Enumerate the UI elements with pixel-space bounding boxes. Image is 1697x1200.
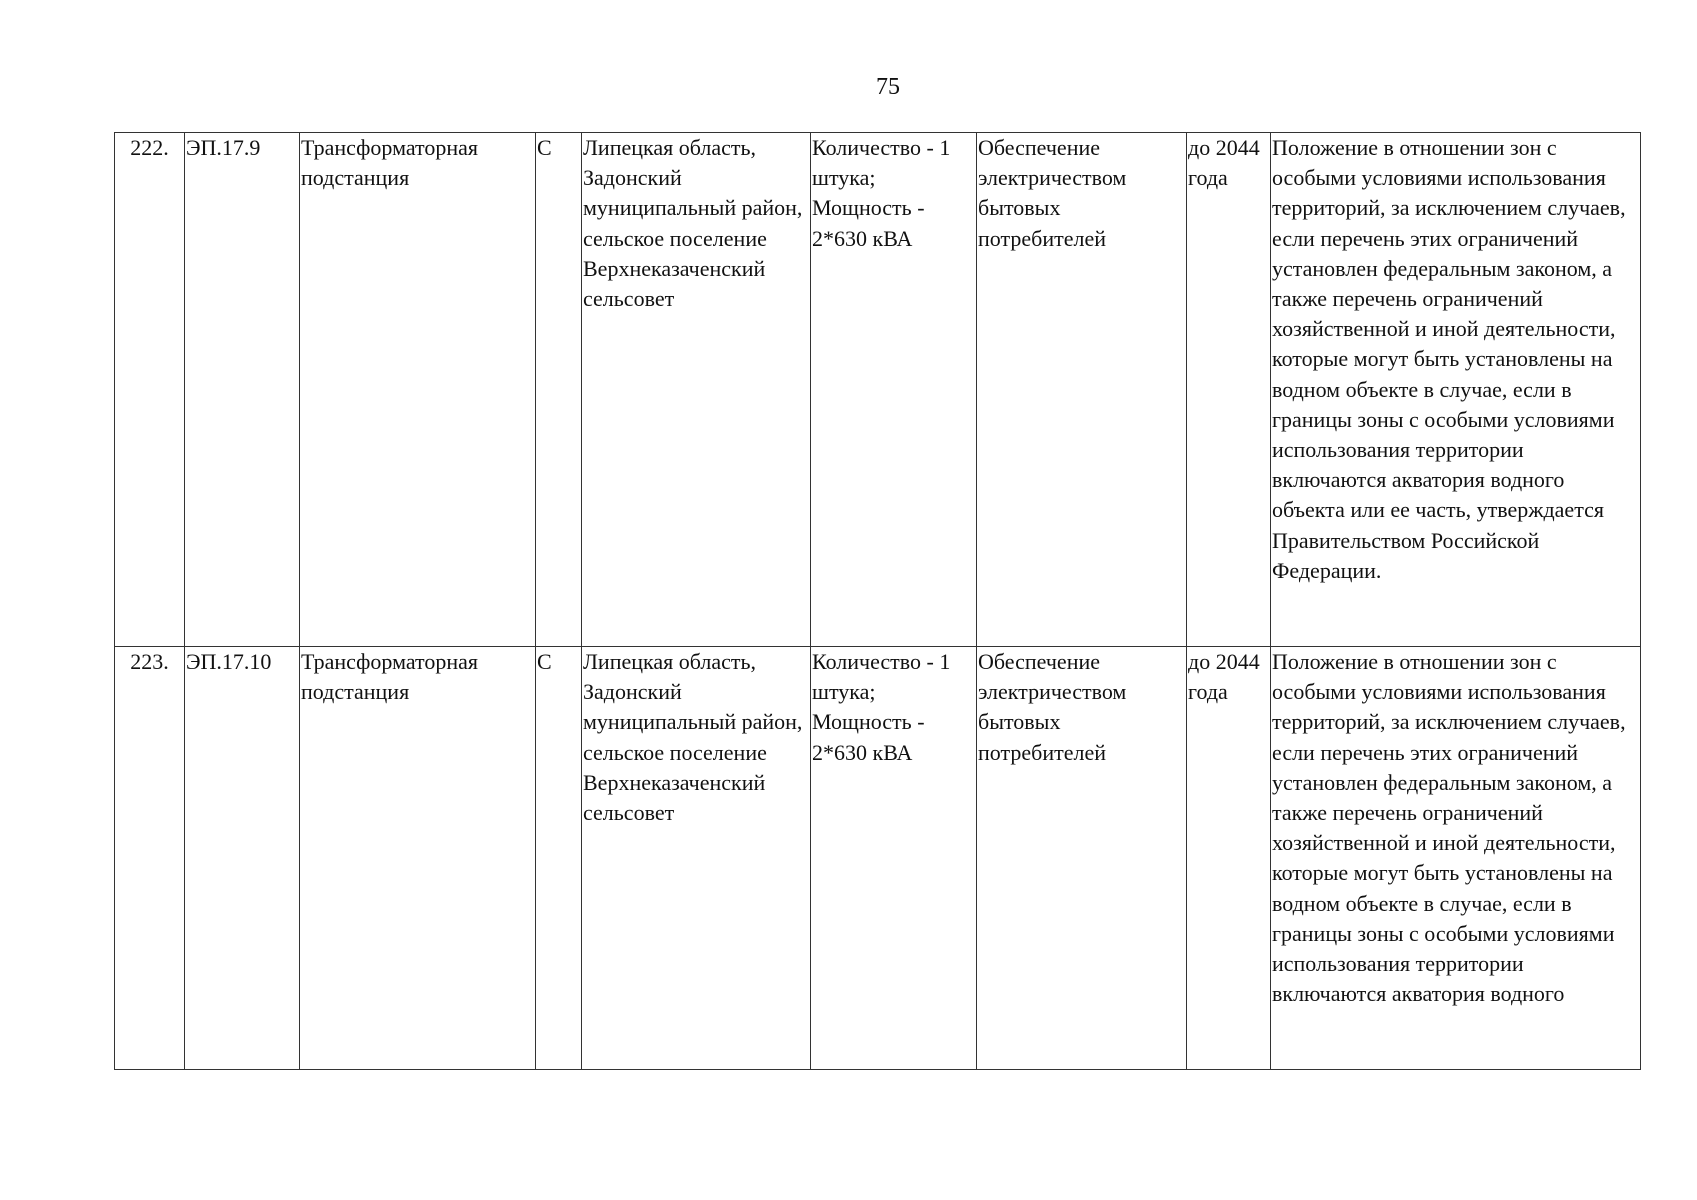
zones-cell: Положение в отношении зон с особыми условиями использования территорий, за исключением случаев, если перечень этих ограничений установлен федеральным законом, а также перечень ограничений хозяйственной и иной деятельности, которые могут быть установлены на водном объекте в случае, если в границы зоны с особыми условиями использования территории включаются акватория водного объекта или ее часть, утверждается Правительством Российской Федерации.: [1271, 133, 1641, 647]
object-status-cell: С: [536, 133, 582, 647]
deadline-cell: до 2044 года: [1187, 647, 1271, 1070]
purpose-cell: Обеспечение электричеством бытовых потребителей: [977, 647, 1187, 1070]
object-name-cell: Трансформаторная подстанция: [300, 647, 536, 1070]
object-name-cell: Трансформаторная подстанция: [300, 133, 536, 647]
zones-cell: Положение в отношении зон с особыми условиями использования территорий, за исключением случаев, если перечень этих ограничений установлен федеральным законом, а также перечень ограничений хозяйственной и иной деятельности, которые могут быть установлены на водном объекте в случае, если в границы зоны с особыми условиями использования территории включаются акватория водного: [1271, 647, 1641, 1070]
row-number-cell: 222.: [115, 133, 185, 647]
planned-objects-table: [114, 132, 1641, 1070]
location-cell: Липецкая область, Задонский муниципальный район, сельское поселение Верхнеказаченский сельсовет: [582, 133, 811, 647]
row-number-cell: 223.: [115, 647, 185, 1070]
object-code-cell: ЭП.17.10: [185, 647, 300, 1070]
deadline-cell: до 2044 года: [1187, 133, 1271, 647]
characteristics-cell: Количество - 1 штука; Мощность - 2*630 кВА: [811, 133, 977, 647]
object-status-cell: С: [536, 647, 582, 1070]
table-row: [115, 647, 1641, 1070]
object-code-cell: ЭП.17.9: [185, 133, 300, 647]
table-row: [115, 133, 1641, 647]
characteristics-cell: Количество - 1 штука; Мощность - 2*630 кВА: [811, 647, 977, 1070]
page-number: 75: [876, 74, 900, 100]
purpose-cell: Обеспечение электричеством бытовых потребителей: [977, 133, 1187, 647]
location-cell: Липецкая область, Задонский муниципальный район, сельское поселение Верхнеказаченский сельсовет: [582, 647, 811, 1070]
